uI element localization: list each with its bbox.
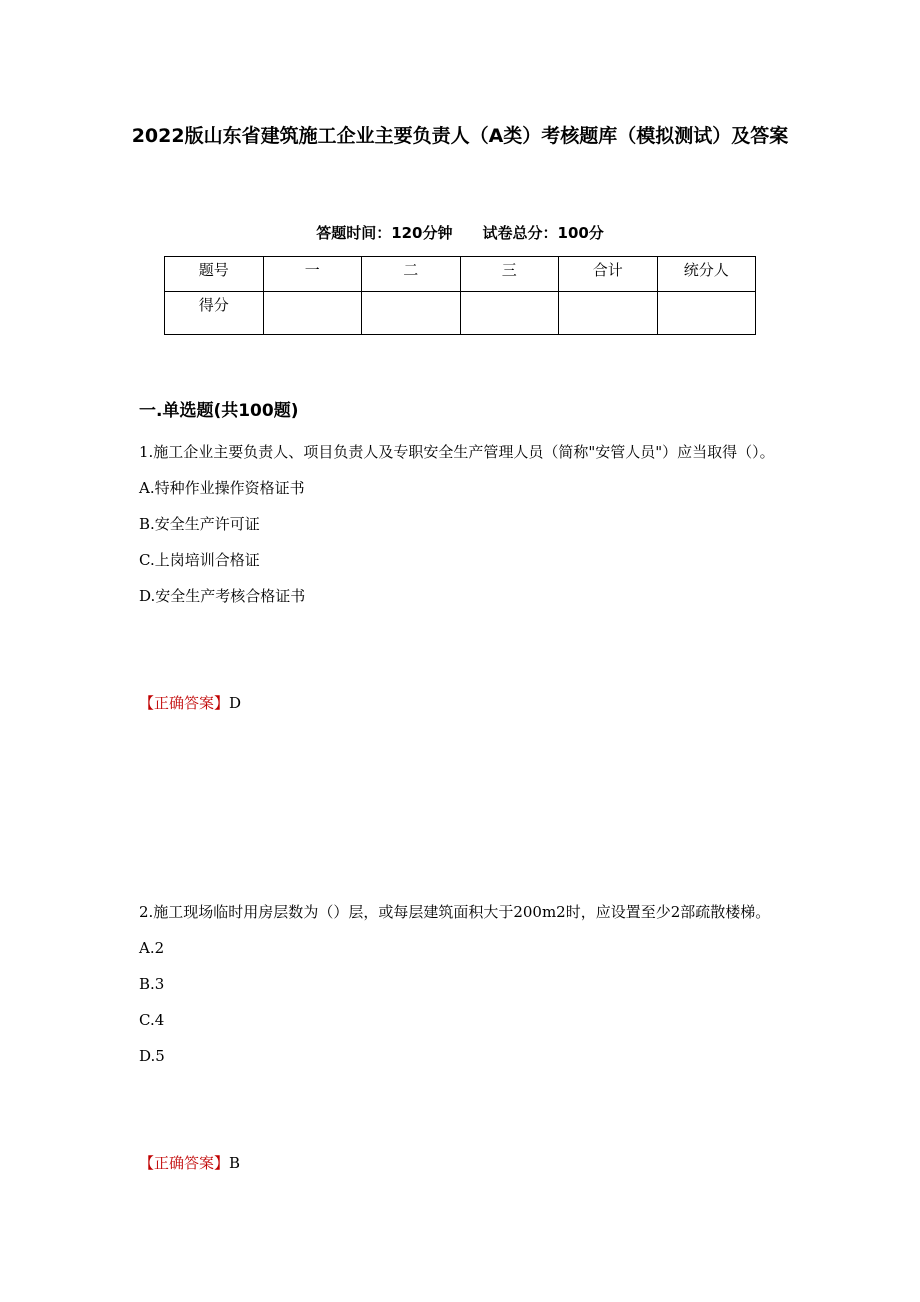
score-cell	[657, 292, 756, 335]
question-option: D.5	[139, 1047, 165, 1065]
score-table-header: 题号	[165, 257, 264, 292]
question-1	[139, 437, 784, 614]
score-cell	[460, 292, 559, 335]
question-option: A.2	[139, 939, 165, 957]
score-table-header-row	[165, 257, 756, 292]
question-stem: 2.施工现场临时用房层数为（）层，或每层建筑面积大于200m2时，应设置至少2部疏散楼梯。	[139, 903, 771, 921]
question-option: D.安全生产考核合格证书	[139, 587, 306, 605]
question-stem: 1.施工企业主要负责人、项目负责人及专职安全生产管理人员（简称"安管人员"）应当取得（）。	[139, 443, 775, 461]
score-row-label: 得分	[165, 292, 264, 335]
answer-value: D	[229, 694, 242, 712]
question-option: C.上岗培训合格证	[139, 551, 260, 569]
score-table-score-row	[165, 292, 756, 335]
answer-value: B	[229, 1154, 241, 1172]
answer-2	[139, 1152, 240, 1173]
score-table-header: 统分人	[657, 257, 756, 292]
section-title: 一.单选题(共100题)	[139, 401, 299, 421]
score-cell	[362, 292, 461, 335]
score-table-header: 二	[362, 257, 461, 292]
answer-label: 【正确答案】	[139, 694, 230, 712]
score-cell	[559, 292, 658, 335]
exam-total-score: 试卷总分：100分	[482, 224, 604, 242]
question-2	[139, 897, 784, 1074]
answer-label: 【正确答案】	[139, 1154, 230, 1172]
document-title: 2022版山东省建筑施工企业主要负责人（A类）考核题库（模拟测试）及答案	[131, 125, 789, 147]
question-option: B.3	[139, 975, 165, 993]
score-table-header: 合计	[559, 257, 658, 292]
question-option: B.安全生产许可证	[139, 515, 260, 533]
score-table	[164, 256, 756, 335]
question-option: A.特种作业操作资格证书	[139, 479, 305, 497]
question-option: C.4	[139, 1011, 165, 1029]
score-table-header: 三	[460, 257, 559, 292]
score-table-header: 一	[263, 257, 362, 292]
exam-info	[0, 222, 920, 243]
answer-1	[139, 692, 241, 713]
score-cell	[263, 292, 362, 335]
exam-time: 答题时间：120分钟	[316, 224, 453, 242]
